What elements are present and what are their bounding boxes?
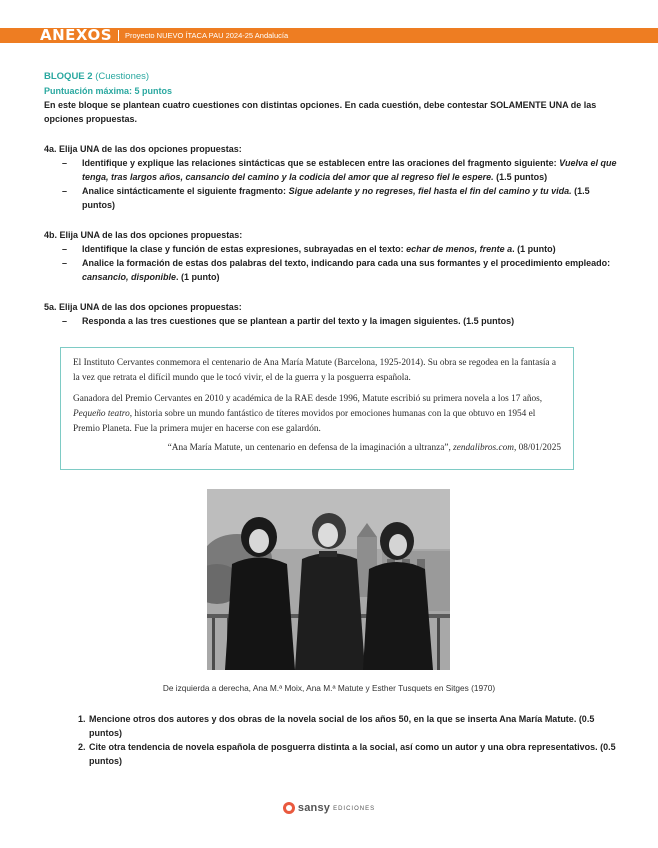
option-points: . (1 punto): [176, 272, 220, 282]
publisher-sub: EDICIONES: [333, 806, 376, 812]
quote-box: [60, 347, 574, 470]
question-title: 4a. Elija UNA de las dos opciones propuestas:: [44, 144, 242, 154]
header-bar: [0, 28, 658, 43]
dash-bullet: –: [62, 244, 68, 254]
option-quote: echar de menos, frente a: [406, 244, 513, 254]
question-4b: [44, 228, 619, 284]
question-title: 5a. Elija UNA de las dos opciones propuestas:: [44, 302, 242, 312]
question-5a: [44, 300, 619, 328]
source-date: , 08/01/2025: [513, 443, 561, 453]
source-site: zendalibros.com: [453, 443, 514, 453]
publisher-logo-icon: [283, 802, 295, 814]
option-quote: cansancio, disponible: [82, 272, 177, 282]
final-questions: [80, 712, 620, 768]
source-title: “Ana María Matute, un centenario en defensa de la imaginación a ultranza”,: [167, 443, 454, 453]
item-number: 1.: [78, 714, 86, 724]
option-points: (1.5 puntos): [82, 186, 590, 210]
option-item: [44, 184, 619, 212]
option-quote: Vuelva el que tenga, tras largos años, cansancio del camino y la codicia del amor que al regreso fiel le espere.: [82, 158, 617, 182]
option-item: [44, 314, 619, 328]
list-item: [80, 740, 620, 768]
bloque-intro: En este bloque se plantean cuatro cuestiones con distintas opciones. En cada cuestión, debe contestar SOLAMENTE UNA de las opciones propuestas.: [44, 100, 597, 124]
list-item: [80, 712, 620, 740]
book-title: Pequeño teatro: [73, 409, 130, 419]
dash-bullet: –: [62, 258, 68, 268]
quote-source: [73, 441, 561, 456]
quote-paragraph: [73, 392, 561, 437]
item-text: Mencione otros dos autores y dos obras de la novela social de los años 50, en la que se inserta Ana María Matute. (0.5 puntos): [89, 714, 595, 738]
option-text: Identifique y explique las relaciones sintácticas que se establecen entre las oraciones del fragmento siguiente:: [82, 158, 560, 168]
header-divider: [118, 30, 119, 41]
question-4a: [44, 142, 619, 212]
item-number: 2.: [78, 742, 86, 752]
option-item: [44, 156, 619, 184]
section-title: ANEXOS: [40, 26, 112, 44]
historical-photo: [207, 489, 450, 670]
project-name: Proyecto NUEVO ÍTACA PAU 2024-25 Andalucía: [125, 31, 289, 40]
option-item: [44, 256, 619, 284]
option-quote: Sigue adelante y no regreses, fiel hasta el fin del camino y tu vida.: [288, 186, 572, 196]
option-text: Analice la formación de estas dos palabras del texto, indicando para cada una sus formantes y el procedimiento empleado:: [82, 258, 611, 268]
main-content: [44, 70, 619, 328]
option-points: (1.5 puntos): [493, 172, 548, 182]
item-text: Cite otra tendencia de novela española de posguerra distinta a la social, así como un autor y una obra representativos. (0.5 puntos): [89, 742, 616, 766]
bloque-heading: [44, 70, 619, 84]
question-title: 4b. Elija UNA de las dos opciones propuestas:: [44, 230, 243, 240]
max-score: Puntuación máxima: 5 puntos: [44, 86, 173, 96]
option-item: [44, 242, 619, 256]
photo-caption: De izquierda a derecha, Ana M.ª Moix, Ana M.ª Matute y Esther Tusquets en Sitges (1970): [162, 683, 496, 693]
bloque-title: BLOQUE 2: [44, 71, 93, 82]
option-points: . (1 punto): [512, 244, 556, 254]
footer-logo: [0, 802, 658, 814]
quote-text: , historia sobre un mundo fantástico de títeres movidos por emociones humanas con la que obtuvo en 1954 el Premio Planeta. Fue la primera mujer en hacerse con ese galardón.: [73, 409, 536, 434]
dash-bullet: –: [62, 186, 68, 196]
bloque-subtitle: (Cuestiones): [95, 71, 150, 82]
quote-paragraph: El Instituto Cervantes conmemora el centenario de Ana María Matute (Barcelona, 1925-2014). Su obra se regodea en la fantasía a la vez que retrata el difícil mundo que le tocó vivir, el de la guerra y la posguerra española.: [73, 358, 557, 383]
publisher-brand: sansy: [297, 802, 331, 814]
option-text: Identifique la clase y función de estas expresiones, subrayadas en el texto:: [82, 244, 407, 254]
quote-text: Ganadora del Premio Cervantes en 2010 y académica de la RAE desde 1996, Matute escribió su primera novela a los 17 años,: [73, 394, 543, 404]
dash-bullet: –: [62, 158, 68, 168]
option-text: Responda a las tres cuestiones que se plantean a partir del texto y la imagen siguientes. (1.5 puntos): [82, 316, 515, 326]
dash-bullet: –: [62, 316, 68, 326]
photo-illustration: [207, 489, 450, 670]
option-text: Analice sintácticamente el siguiente fragmento:: [82, 186, 289, 196]
